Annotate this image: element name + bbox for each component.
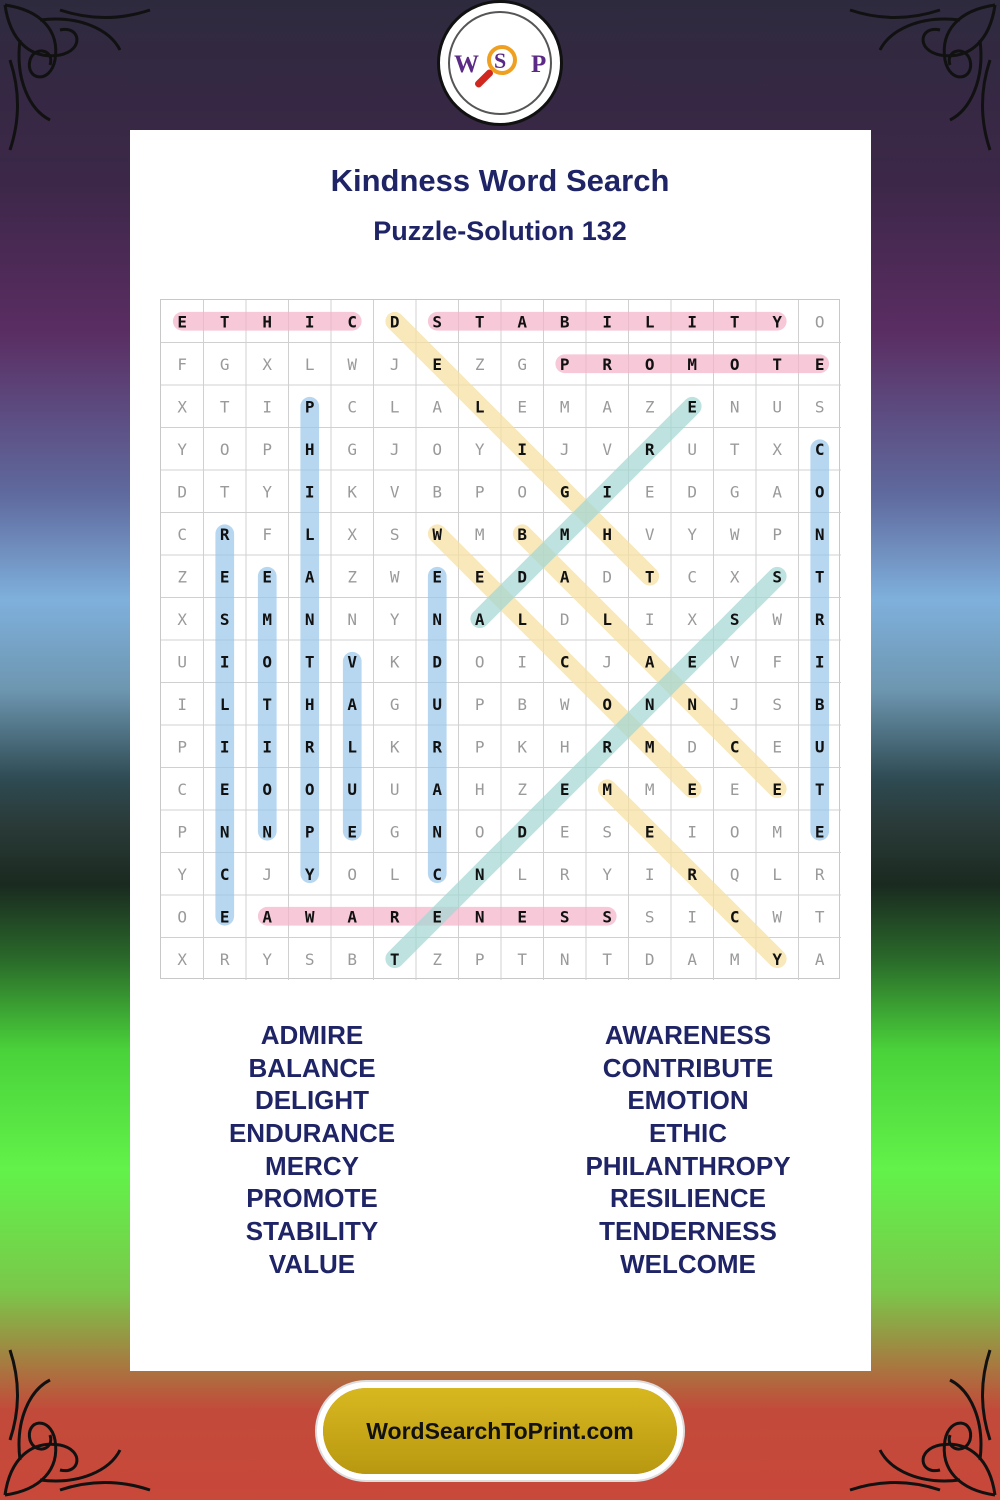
grid-letter[interactable]: S <box>304 949 315 969</box>
grid-letter[interactable]: O <box>262 779 273 799</box>
grid-letter[interactable]: N <box>432 822 443 842</box>
grid-letter[interactable]: M <box>474 524 485 544</box>
grid-letter[interactable]: I <box>219 737 230 757</box>
grid-letter[interactable]: A <box>432 397 443 417</box>
grid-letter[interactable]: W <box>432 524 443 544</box>
grid-letter[interactable]: T <box>219 482 230 502</box>
grid-letter[interactable]: B <box>559 312 570 332</box>
grid-letter[interactable]: H <box>304 694 315 714</box>
grid-letter[interactable]: T <box>814 907 825 927</box>
grid-letter[interactable]: O <box>432 439 443 459</box>
grid-letter[interactable]: X <box>177 949 188 969</box>
grid-letter[interactable]: N <box>644 694 655 714</box>
grid-letter[interactable]: J <box>262 864 273 884</box>
grid-letter[interactable]: M <box>602 779 613 799</box>
grid-letter[interactable]: A <box>517 312 528 332</box>
grid-letter[interactable]: L <box>517 609 528 629</box>
grid-letter[interactable]: G <box>389 694 400 714</box>
grid-letter[interactable]: J <box>729 694 740 714</box>
word-list-item: ADMIRE <box>260 1020 364 1050</box>
grid-letter[interactable]: Y <box>474 439 485 459</box>
grid-letter[interactable]: F <box>262 524 273 544</box>
grid-letter[interactable]: N <box>474 907 485 927</box>
grid-letter[interactable]: S <box>389 524 400 544</box>
grid-letter[interactable]: R <box>687 864 698 884</box>
grid-letter[interactable]: M <box>644 737 655 757</box>
grid-letter[interactable]: O <box>347 864 358 884</box>
website-link-button[interactable]: WordSearchToPrint.com <box>323 1388 677 1474</box>
grid-letter[interactable]: P <box>559 354 570 374</box>
grid-canvas <box>161 300 841 980</box>
grid-letter[interactable]: O <box>814 482 825 502</box>
logo-letter-s: S <box>494 48 507 73</box>
grid-letter[interactable]: T <box>517 949 528 969</box>
grid-letter[interactable]: D <box>559 609 570 629</box>
grid-letter[interactable]: D <box>177 482 188 502</box>
grid-letter[interactable]: I <box>602 482 613 502</box>
grid-letter[interactable]: E <box>559 779 570 799</box>
word-list-item: ENDURANCE <box>228 1118 396 1149</box>
grid-letter[interactable]: X <box>729 567 740 587</box>
grid-letter[interactable]: V <box>602 439 613 459</box>
grid-letter[interactable]: C <box>729 737 740 757</box>
grid-letter[interactable]: A <box>814 949 825 969</box>
grid-letter[interactable]: J <box>389 354 400 374</box>
wsp-logo[interactable] <box>437 0 563 126</box>
grid-letter[interactable]: M <box>772 822 783 842</box>
grid-letter[interactable]: Y <box>602 864 613 884</box>
grid-letter[interactable]: M <box>559 397 570 417</box>
grid-letter[interactable]: E <box>814 822 825 842</box>
grid-letter[interactable]: O <box>517 482 528 502</box>
grid-letter[interactable]: O <box>729 822 740 842</box>
grid-letter[interactable]: G <box>389 822 400 842</box>
grid-letter[interactable]: T <box>644 567 655 587</box>
grid-letter[interactable]: Z <box>177 567 188 587</box>
grid-letter[interactable]: H <box>262 312 273 332</box>
grid-letter[interactable]: U <box>772 397 783 417</box>
grid-letter[interactable]: O <box>177 907 188 927</box>
grid-letter[interactable]: I <box>687 907 698 927</box>
grid-letter[interactable]: S <box>729 609 740 629</box>
grid-letter[interactable]: T <box>602 949 613 969</box>
grid-letter[interactable]: L <box>304 354 315 374</box>
grid-letter[interactable]: N <box>559 949 570 969</box>
grid-letter[interactable]: Z <box>517 779 528 799</box>
grid-letter[interactable]: E <box>219 779 230 799</box>
grid-letter[interactable]: Z <box>474 354 485 374</box>
grid-letter[interactable]: Y <box>262 949 273 969</box>
grid-letter[interactable]: X <box>177 609 188 629</box>
grid-letter[interactable]: K <box>517 737 528 757</box>
grid-letter[interactable]: E <box>729 779 740 799</box>
grid-letter[interactable]: P <box>474 482 485 502</box>
grid-letter[interactable]: Y <box>177 439 188 459</box>
grid-letter[interactable]: V <box>644 524 655 544</box>
grid-letter[interactable]: P <box>177 737 188 757</box>
grid-letter[interactable]: A <box>644 652 655 672</box>
grid-letter[interactable]: J <box>389 439 400 459</box>
grid-letter[interactable]: P <box>177 822 188 842</box>
word-search-grid[interactable] <box>160 299 840 979</box>
grid-letter[interactable]: S <box>559 907 570 927</box>
grid-letter[interactable]: A <box>602 397 613 417</box>
grid-letter[interactable]: O <box>814 312 825 332</box>
word-list-item: DELIGHT <box>254 1085 370 1116</box>
grid-letter[interactable]: E <box>687 652 698 672</box>
grid-letter[interactable]: F <box>177 354 188 374</box>
grid-letter[interactable]: W <box>772 907 783 927</box>
grid-letter[interactable]: N <box>347 609 358 629</box>
grid-letter[interactable]: T <box>814 567 825 587</box>
grid-letter[interactable]: E <box>474 567 485 587</box>
grid-letter[interactable]: A <box>347 694 358 714</box>
grid-letter[interactable]: P <box>474 694 485 714</box>
grid-letter[interactable]: R <box>814 609 825 629</box>
grid-letter[interactable]: Z <box>347 567 358 587</box>
grid-letter[interactable]: G <box>729 482 740 502</box>
grid-letter[interactable]: S <box>602 822 613 842</box>
grid-letter[interactable]: U <box>814 737 825 757</box>
page-title: Kindness Word Search <box>330 163 670 198</box>
grid-letter[interactable]: U <box>687 439 698 459</box>
grid-letter[interactable]: E <box>687 779 698 799</box>
grid-letter[interactable]: C <box>432 864 443 884</box>
grid-letter[interactable]: I <box>687 822 698 842</box>
grid-letter[interactable]: D <box>687 482 698 502</box>
word-list-item: MERCY <box>265 1150 359 1181</box>
word-list-item: ETHIC <box>649 1118 727 1149</box>
grid-letter[interactable]: V <box>389 482 400 502</box>
grid-letter[interactable]: Z <box>644 397 655 417</box>
grid-letter[interactable]: T <box>729 312 740 332</box>
grid-letter[interactable]: X <box>347 524 358 544</box>
grid-letter[interactable]: L <box>772 864 783 884</box>
grid-letter[interactable]: U <box>432 694 443 714</box>
grid-letter[interactable]: C <box>814 439 825 459</box>
grid-letter[interactable]: I <box>602 312 613 332</box>
grid-letter[interactable]: B <box>517 694 528 714</box>
grid-letter[interactable]: V <box>347 652 358 672</box>
grid-letter[interactable]: H <box>602 524 613 544</box>
grid-letter[interactable]: D <box>517 567 528 587</box>
grid-letter[interactable]: O <box>219 439 230 459</box>
grid-letter[interactable]: P <box>772 524 783 544</box>
grid-letter[interactable]: R <box>389 907 400 927</box>
grid-letter[interactable]: K <box>347 482 358 502</box>
grid-letter[interactable]: S <box>219 609 230 629</box>
grid-letter[interactable]: L <box>644 312 655 332</box>
grid-letter[interactable]: A <box>347 907 358 927</box>
grid-letter[interactable]: P <box>474 949 485 969</box>
grid-letter[interactable]: I <box>304 312 315 332</box>
grid-letter[interactable]: M <box>559 524 570 544</box>
grid-letter[interactable]: M <box>644 779 655 799</box>
grid-letter[interactable]: M <box>262 609 273 629</box>
grid-letter[interactable]: N <box>262 822 273 842</box>
grid-letter[interactable]: N <box>687 694 698 714</box>
grid-letter[interactable]: E <box>177 312 188 332</box>
grid-letter[interactable]: E <box>644 482 655 502</box>
grid-letter[interactable]: G <box>559 482 570 502</box>
word-list-item: TENDERNESS <box>599 1216 777 1247</box>
grid-letter[interactable]: U <box>177 652 188 672</box>
grid-letter[interactable]: S <box>772 694 783 714</box>
grid-letter[interactable]: Y <box>687 524 698 544</box>
grid-letter[interactable]: A <box>262 907 273 927</box>
grid-letter[interactable]: C <box>729 907 740 927</box>
grid-letter[interactable]: J <box>602 652 613 672</box>
grid-letter[interactable]: N <box>219 822 230 842</box>
grid-letter[interactable]: O <box>262 652 273 672</box>
grid-letter[interactable]: W <box>389 567 400 587</box>
grid-letter[interactable]: Q <box>729 864 740 884</box>
grid-letter[interactable]: R <box>219 524 230 544</box>
grid-letter[interactable]: I <box>814 652 825 672</box>
grid-letter[interactable]: L <box>602 609 613 629</box>
grid-letter[interactable]: T <box>262 694 273 714</box>
word-list-item: EMOTION <box>627 1085 749 1116</box>
grid-letter[interactable]: Y <box>177 864 188 884</box>
grid-letter[interactable]: T <box>474 312 485 332</box>
grid-letter[interactable]: S <box>814 397 825 417</box>
grid-letter[interactable]: X <box>177 397 188 417</box>
grid-letter[interactable]: C <box>347 397 358 417</box>
grid-letter[interactable]: Y <box>262 482 273 502</box>
grid-letter[interactable]: E <box>772 779 783 799</box>
grid-letter[interactable]: C <box>177 779 188 799</box>
grid-letter[interactable]: T <box>729 439 740 459</box>
grid-letter[interactable]: W <box>347 354 358 374</box>
grid-letter[interactable]: L <box>219 694 230 714</box>
grid-letter[interactable]: R <box>432 737 443 757</box>
grid-letter[interactable]: C <box>559 652 570 672</box>
grid-letter[interactable]: K <box>389 737 400 757</box>
grid-letter[interactable]: L <box>474 397 485 417</box>
grid-letter[interactable]: D <box>517 822 528 842</box>
grid-letter[interactable]: M <box>687 354 698 374</box>
grid-letter[interactable]: S <box>644 907 655 927</box>
grid-letter[interactable]: X <box>262 354 273 374</box>
grid-letter[interactable]: E <box>432 567 443 587</box>
grid-letter[interactable]: H <box>304 439 315 459</box>
grid-letter[interactable]: R <box>602 354 613 374</box>
grid-letter[interactable]: B <box>814 694 825 714</box>
grid-letter[interactable]: E <box>687 397 698 417</box>
grid-letter[interactable]: C <box>219 864 230 884</box>
grid-letter[interactable]: I <box>644 864 655 884</box>
grid-letter[interactable]: E <box>262 567 273 587</box>
grid-letter[interactable]: C <box>177 524 188 544</box>
grid-letter[interactable]: G <box>219 354 230 374</box>
word-list-item: BALANCE <box>248 1052 376 1083</box>
grid-letter[interactable]: B <box>517 524 528 544</box>
grid-letter[interactable]: E <box>814 354 825 374</box>
grid-letter[interactable]: L <box>347 737 358 757</box>
grid-letter[interactable]: N <box>814 524 825 544</box>
word-list-item: RESILIENCE <box>609 1183 767 1214</box>
grid-letter[interactable]: T <box>219 397 230 417</box>
word-list-item: STABILITY <box>245 1216 379 1247</box>
grid-letter[interactable]: K <box>389 652 400 672</box>
logo-letter-p: P <box>531 51 547 78</box>
grid-letter[interactable]: L <box>389 397 400 417</box>
grid-letter[interactable]: Z <box>432 949 443 969</box>
grid-letter[interactable]: D <box>432 652 443 672</box>
grid-letter[interactable]: E <box>432 354 443 374</box>
grid-letter[interactable]: A <box>474 609 485 629</box>
grid-letter[interactable]: W <box>772 609 783 629</box>
grid-letter[interactable]: E <box>347 822 358 842</box>
word-list-item: WELCOME <box>620 1248 756 1279</box>
grid-letter[interactable]: R <box>304 737 315 757</box>
grid-letter[interactable]: E <box>432 907 443 927</box>
grid-letter[interactable]: B <box>347 949 358 969</box>
grid-letter[interactable]: O <box>304 779 315 799</box>
grid-letter[interactable]: Y <box>389 609 400 629</box>
grid-letter[interactable]: I <box>219 652 230 672</box>
grid-letter[interactable]: O <box>474 822 485 842</box>
grid-letter[interactable]: J <box>559 439 570 459</box>
word-list-left <box>162 1019 462 1281</box>
grid-letter[interactable]: N <box>432 609 443 629</box>
grid-letter[interactable]: U <box>347 779 358 799</box>
grid-letter[interactable]: I <box>687 312 698 332</box>
grid-letter[interactable]: D <box>602 567 613 587</box>
grid-letter[interactable]: P <box>474 737 485 757</box>
grid-letter[interactable]: H <box>474 779 485 799</box>
grid-letter[interactable]: W <box>304 907 315 927</box>
grid-letter[interactable]: P <box>304 397 315 417</box>
grid-letter[interactable]: X <box>772 439 783 459</box>
grid-letter[interactable]: I <box>304 482 315 502</box>
word-list-item: PROMOTE <box>246 1183 378 1214</box>
grid-letter[interactable]: O <box>602 694 613 714</box>
word-list-item: PHILANTHROPY <box>585 1150 791 1181</box>
grid-letter[interactable]: I <box>517 652 528 672</box>
grid-letter[interactable]: R <box>814 864 825 884</box>
grid-letter[interactable]: O <box>729 354 740 374</box>
grid-letter[interactable]: W <box>729 524 740 544</box>
grid-letter[interactable]: I <box>262 737 273 757</box>
grid-letter[interactable]: T <box>389 949 400 969</box>
grid-letter[interactable]: S <box>602 907 613 927</box>
grid-letter[interactable]: I <box>517 439 528 459</box>
grid-letter[interactable]: P <box>262 439 273 459</box>
grid-letter[interactable]: V <box>729 652 740 672</box>
grid-letter[interactable]: Y <box>772 312 783 332</box>
grid-letter[interactable]: O <box>644 354 655 374</box>
grid-letter[interactable]: N <box>729 397 740 417</box>
grid-letter[interactable]: T <box>772 354 783 374</box>
grid-letter[interactable]: I <box>644 609 655 629</box>
grid-letter[interactable]: P <box>304 822 315 842</box>
grid-letter[interactable]: W <box>559 694 570 714</box>
page-subtitle: Puzzle-Solution 132 <box>373 216 627 246</box>
grid-letter[interactable]: A <box>687 949 698 969</box>
grid-letter[interactable]: A <box>304 567 315 587</box>
grid-letter[interactable]: C <box>347 312 358 332</box>
grid-letter[interactable]: E <box>772 737 783 757</box>
grid-letter[interactable]: U <box>389 779 400 799</box>
grid-letter[interactable]: T <box>304 652 315 672</box>
grid-letter[interactable]: T <box>814 779 825 799</box>
word-list-item: AWARENESS <box>604 1020 772 1050</box>
grid-letter[interactable]: X <box>687 609 698 629</box>
grid-letter[interactable]: L <box>389 864 400 884</box>
grid-letter[interactable]: G <box>347 439 358 459</box>
grid-letter[interactable]: H <box>559 737 570 757</box>
grid-letter[interactable]: D <box>389 312 400 332</box>
grid-letter[interactable]: L <box>304 524 315 544</box>
grid-letter[interactable]: G <box>517 354 528 374</box>
grid-letter[interactable]: A <box>559 567 570 587</box>
grid-letter[interactable]: S <box>772 567 783 587</box>
grid-letter[interactable]: L <box>517 864 528 884</box>
grid-letter[interactable]: F <box>772 652 783 672</box>
word-list-item: CONTRIBUTE <box>602 1052 774 1083</box>
grid-letter[interactable]: I <box>177 694 188 714</box>
grid-letter[interactable]: E <box>517 907 528 927</box>
grid-letter[interactable]: S <box>432 312 443 332</box>
grid-letter[interactable]: R <box>219 949 230 969</box>
grid-letter[interactable]: T <box>219 312 230 332</box>
grid-letter[interactable]: R <box>559 864 570 884</box>
grid-letter[interactable]: R <box>644 439 655 459</box>
grid-letter[interactable]: R <box>602 737 613 757</box>
grid-letter[interactable]: C <box>687 567 698 587</box>
grid-letter[interactable]: E <box>559 822 570 842</box>
grid-letter[interactable]: D <box>644 949 655 969</box>
grid-letter[interactable]: A <box>432 779 443 799</box>
grid-letter[interactable]: E <box>644 822 655 842</box>
word-list-item: VALUE <box>268 1248 356 1279</box>
logo-letter-w: W <box>454 51 479 78</box>
grid-letter[interactable]: I <box>262 397 273 417</box>
grid-letter[interactable]: D <box>687 737 698 757</box>
word-list-right <box>538 1019 838 1281</box>
grid-letter[interactable]: N <box>474 864 485 884</box>
grid-letter[interactable]: E <box>517 397 528 417</box>
grid-letter[interactable]: A <box>772 482 783 502</box>
grid-letter[interactable]: N <box>304 609 315 629</box>
grid-letter[interactable]: E <box>219 907 230 927</box>
grid-letter[interactable]: M <box>729 949 740 969</box>
grid-letter[interactable]: B <box>432 482 443 502</box>
grid-letter[interactable]: Y <box>304 864 315 884</box>
grid-letter[interactable]: O <box>474 652 485 672</box>
grid-letter[interactable]: Y <box>772 949 783 969</box>
grid-letter[interactable]: E <box>219 567 230 587</box>
